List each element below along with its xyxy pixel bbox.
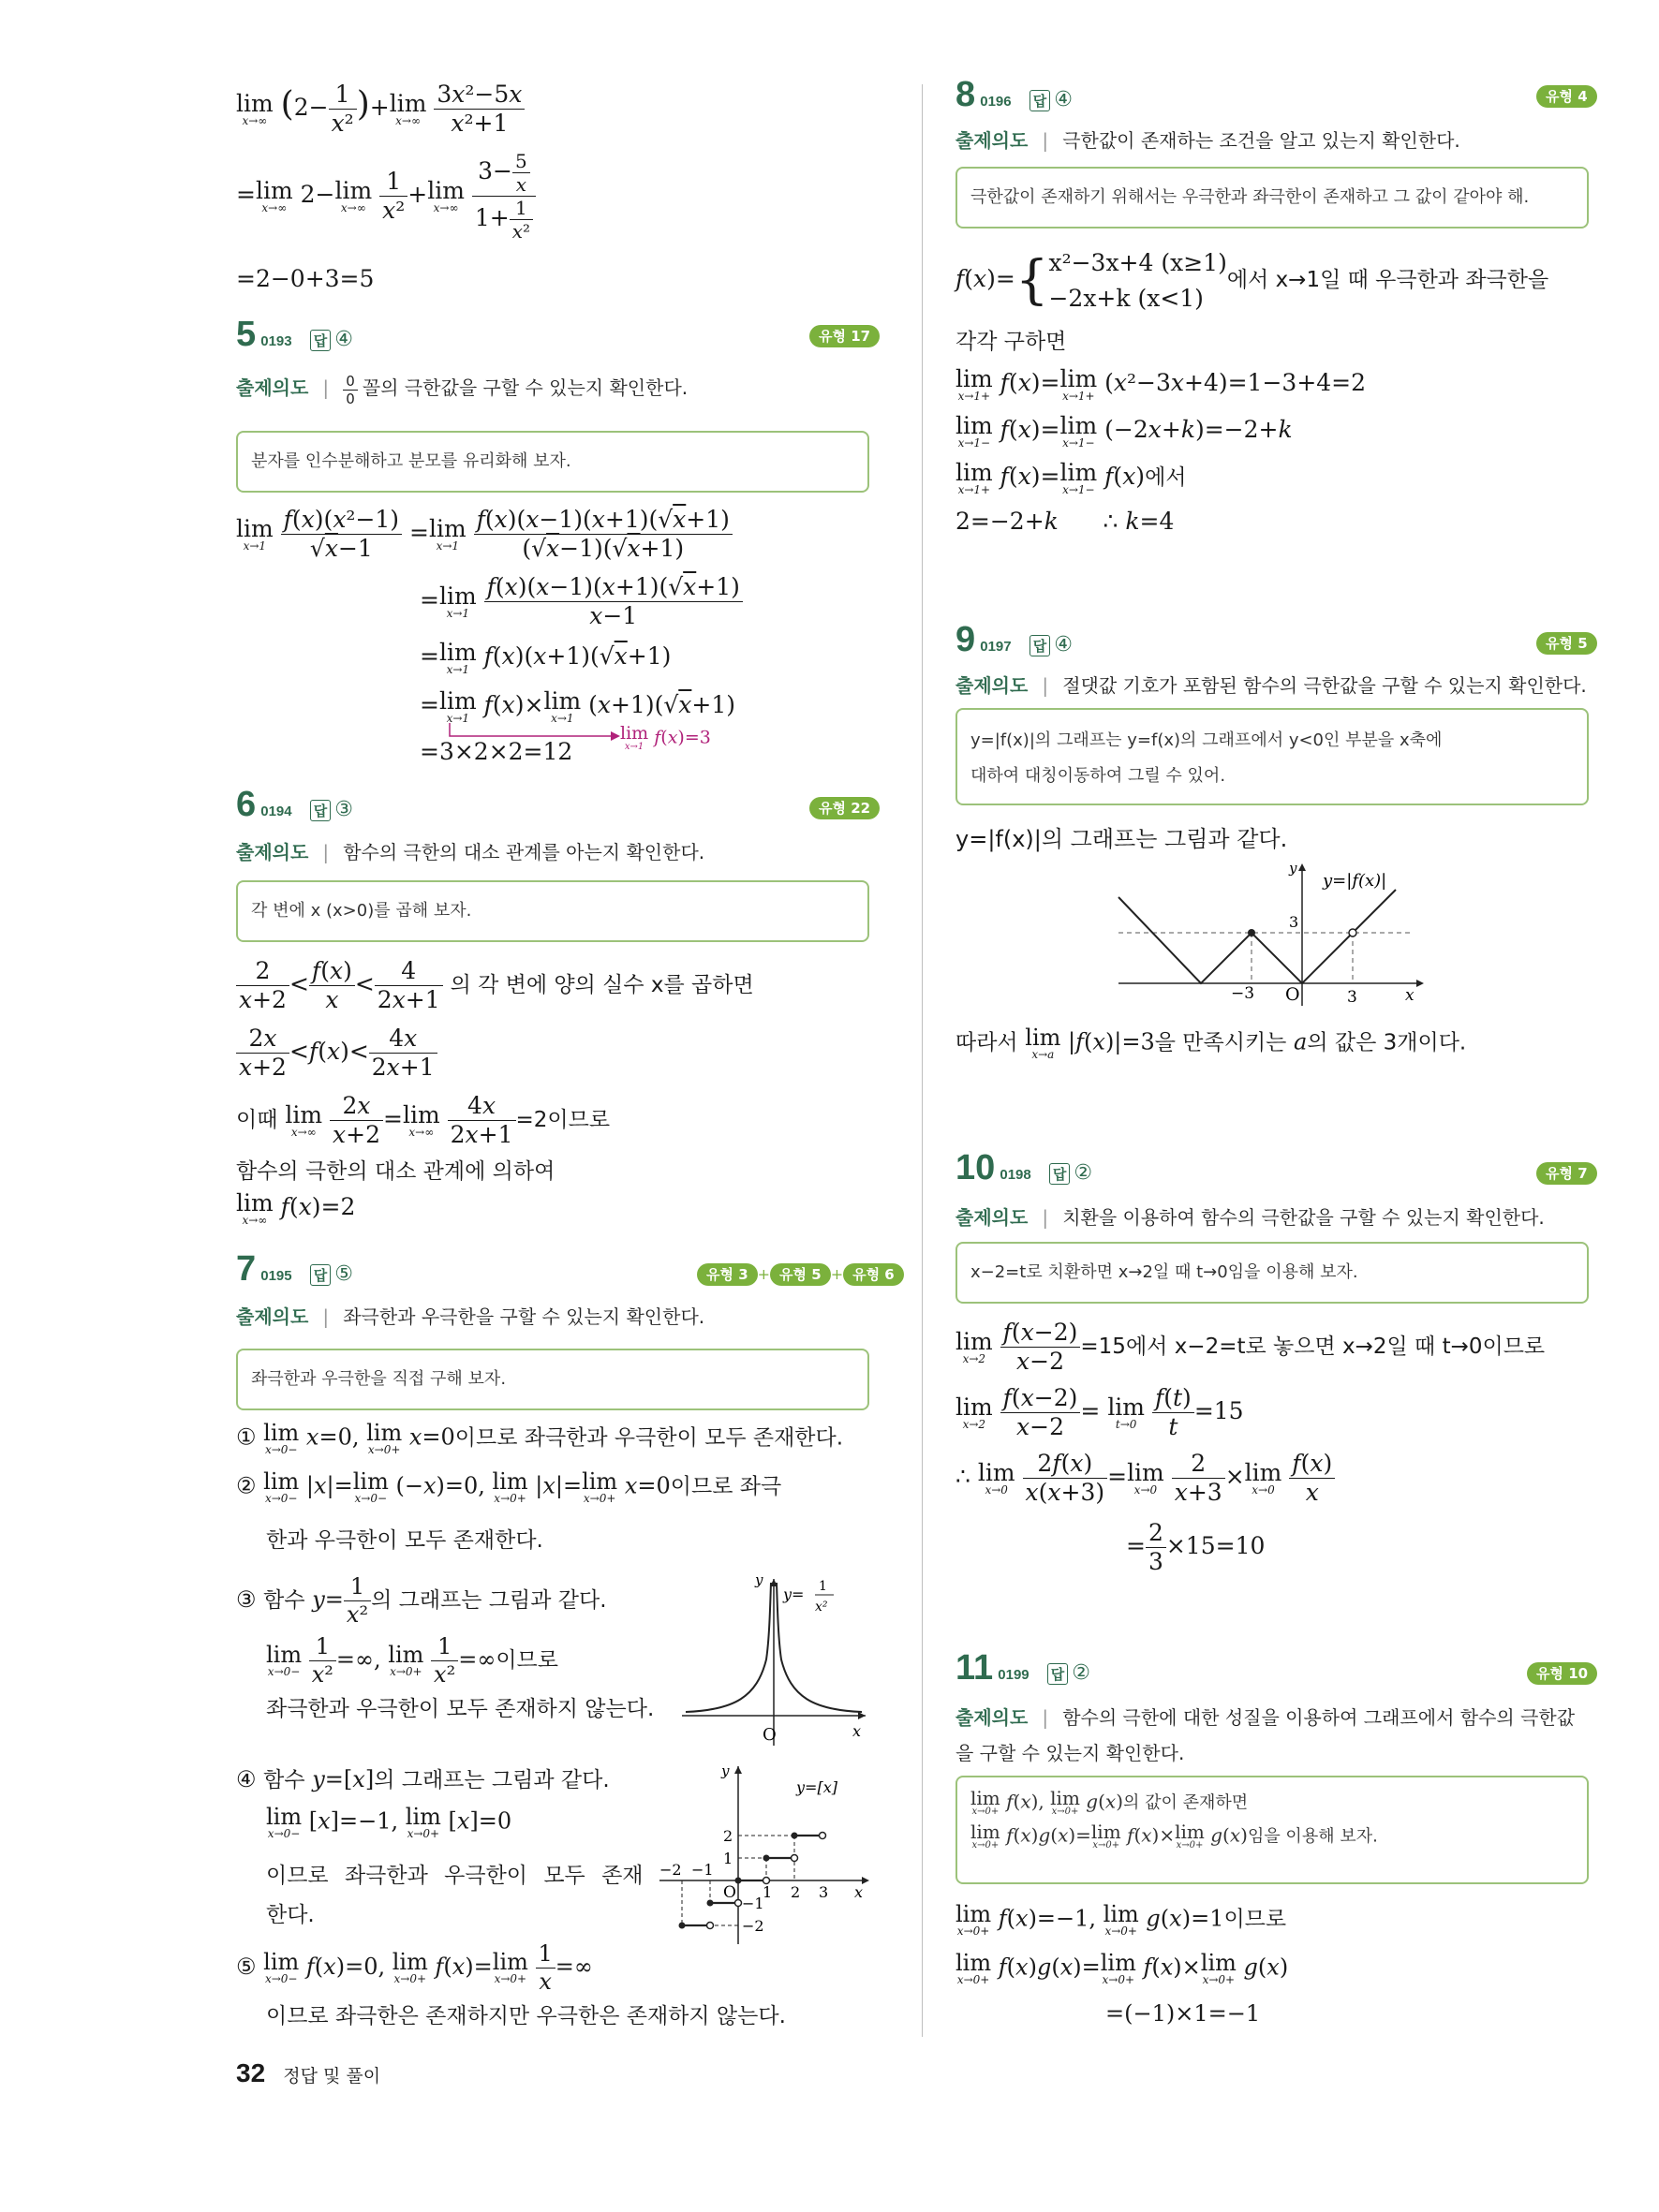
column-divider	[922, 84, 923, 2037]
answer-label: 답	[1049, 1163, 1071, 1185]
svg-text:−3: −3	[1231, 984, 1255, 1003]
svg-text:2: 2	[723, 1827, 733, 1845]
svg-text:x: x	[1405, 986, 1415, 1005]
svg-text:3: 3	[1289, 913, 1299, 931]
problem-8-line-1: lim x→1+ f(x)=lim x→1+ (x²−3x+4)=1−3+4=2	[955, 365, 1367, 403]
problem-11-hint: lim x→0+ f(x), lim x→0+ g(x)의 값이 존재하면 lim x→0+ f(x)g(x)=lim x→0+ f(x)×lim x→0+ g(x)임을 이용해 보자.	[955, 1776, 1589, 1884]
svg-text:x²: x²	[815, 1600, 828, 1615]
problem-7-hint: 좌극한과 우극한을 직접 구해 보자.	[236, 1349, 869, 1410]
problem-number: 8	[955, 75, 976, 114]
problem-11-header	[955, 1648, 1090, 1688]
problem-5-step-1: lim x→1 $\frac{\text{f(x)(x²−1)}}{√x-1}$ =lim x→1 $\frac{f(x)(x-1)(x+1)(√x+1)}{(√x-1)(√x+1)}$	[236, 506, 733, 563]
answer-label: 답	[1029, 635, 1051, 656]
problem-id: 0197	[980, 639, 1012, 655]
problem-7-choice-4b: lim x→0− [x]=−1, lim x→0+ [x]=0	[266, 1804, 512, 1840]
problem-5-note: lim x→1 f(x)=3	[620, 723, 711, 752]
page-footer	[236, 2058, 380, 2088]
svg-text:y=[x]: y=[x]	[796, 1778, 837, 1796]
answer-value: ③	[334, 798, 353, 821]
problem-6-text: 함수의 극한의 대소 관계에 의하여	[236, 1159, 555, 1184]
problem-5-hint: 분자를 인수분해하고 분모를 유리화해 보자.	[236, 431, 869, 493]
problem-5-step-5: =3×2×2=12	[420, 738, 573, 765]
problem-7-choice-2b: 한과 우극한이 모두 존재한다.	[266, 1528, 543, 1553]
answer-label: 답	[310, 800, 332, 821]
problem-10-line-4: = $\frac{2}{3}$ ×15=10	[1126, 1519, 1266, 1575]
problem-7-choice-5: ⑤ lim x→0− f(x)=0, lim x→0+ f(x)=lim x→0+ $\frac{1}{x}$ =∞	[236, 1940, 593, 1995]
intro-line-1: lim x→∞ (2− $\frac{1}{\text{x²}}$ )+lim x→∞ $\frac{\text{3x²−5x}}{\text{x²+1}}$	[236, 81, 525, 138]
problem-8-function: f(x)={ x²−3x+4 (x≥1) −2x+k (x<1) 에서 x→1일 때 우극한과 좌극한을	[955, 249, 1549, 312]
problem-7-header	[236, 1249, 353, 1290]
problem-9-text: y=|f(x)|의 그래프는 그림과 같다.	[955, 826, 1288, 852]
svg-text:1: 1	[723, 1850, 733, 1867]
problem-7-choice-1: ① lim x→0− x=0, lim x→0+ x=0이므로 좌극한과 우극한이 모두 존재한다.	[236, 1420, 844, 1456]
answer-value: ②	[1074, 1161, 1093, 1185]
answer-label: 답	[1029, 90, 1051, 111]
svg-text:3: 3	[819, 1883, 829, 1901]
problem-7-choice-3c: 좌극한과 우극한이 모두 존재하지 않는다.	[266, 1697, 655, 1721]
problem-7-choice-3b: lim x→0− $\frac{1}{\text{x²}}$ =∞, lim x→0+ $\frac{1}{\text{x²}}$ =∞이므로	[266, 1633, 558, 1688]
problem-6-ineq-1: $\frac{2}{x+2}$ < $\frac{f(x)}{x}$ < $\frac{4}{2x+1}$ 의 각 변에 양의 실수 x를 곱하면	[236, 957, 754, 1014]
problem-5-tag: 유형 17	[809, 326, 880, 346]
problem-5-intent: 출제의도 | $\frac{0}{0}$ 꼴의 극한값을 구할 수 있는지 확인한다.	[236, 373, 689, 407]
problem-id: 0196	[980, 94, 1012, 110]
problem-9-conclusion: 따라서 lim x→a |f(x)|=3을 만족시키는 a의 값은 3개이다.	[955, 1025, 1467, 1061]
svg-text:3: 3	[1347, 988, 1357, 1007]
problem-9-hint: y=|f(x)|의 그래프는 y=f(x)의 그래프에서 y<0인 부분을 x축에 대하여 대칭이동하여 그릴 수 있어.	[955, 708, 1589, 805]
problem-6-limit: 이때 lim x→∞ $\frac{2x}{x+2}$ =lim x→∞ $\frac{4x}{2x+1}$ =2이므로	[236, 1092, 611, 1148]
intent-label: 출제의도	[236, 376, 309, 399]
intro-line-2: =lim x→∞ 2−lim x→∞ $\frac{1}{\text{x²}}$ +lim x→∞ 3− $\frac{5}{x}$ 1+ $\frac{1}{\text{x²}}$	[236, 150, 536, 243]
problem-8-line-4: 2=−2+k ∴ k=4	[955, 508, 1175, 535]
problem-10-header	[955, 1148, 1092, 1188]
answer-label: 답	[1047, 1663, 1069, 1685]
problem-11-line-3: =(−1)×1=−1	[1105, 2000, 1261, 2027]
problem-8-header	[955, 75, 1073, 115]
problem-7-choice-2: ② lim x→0− |x|=lim x→0− (−x)=0, lim x→0+ |x|=lim x→0+ x=0이므로 좌극	[236, 1468, 782, 1505]
problem-6-intent: 출제의도 | 함수의 극한의 대소 관계를 아는지 확인한다.	[236, 841, 705, 863]
problem-number: 6	[236, 785, 257, 824]
problem-10-line-1: lim x→2 $\frac{f(x-2)}{x-2}$ =15에서 x−2=t로 놓으면 x→2일 때 t→0이므로	[955, 1319, 1546, 1375]
problem-8-line-2: lim x→1− f(x)=lim x→1− (−2x+k)=−2+k	[955, 412, 1293, 450]
problem-number: 7	[236, 1249, 257, 1289]
svg-text:O: O	[763, 1725, 777, 1745]
graph-floor-function	[656, 1761, 877, 1948]
svg-text:1: 1	[763, 1883, 773, 1901]
problem-id: 0194	[260, 804, 292, 819]
svg-text:O: O	[1285, 984, 1300, 1005]
problem-11-intent: 출제의도 | 함수의 극한에 대한 성질을 이용하여 그래프에서 함수의 극한값	[955, 1706, 1576, 1729]
graph-abs-f	[1115, 860, 1433, 1010]
svg-text:x: x	[854, 1883, 864, 1901]
problem-number: 5	[236, 315, 257, 354]
problem-9-header	[955, 620, 1073, 660]
page-label: 정답 및 풀이	[283, 2066, 381, 2087]
problem-8-text: 각각 구하면	[955, 330, 1067, 354]
svg-text:2: 2	[791, 1883, 801, 1901]
problem-id: 0195	[260, 1268, 292, 1284]
problem-7-tags: 유형 3 + 유형 5 + 유형 6	[697, 1264, 904, 1284]
svg-text:y: y	[721, 1762, 730, 1779]
problem-number: 10	[955, 1148, 996, 1187]
problem-10-hint: x−2=t로 치환하면 x→2일 때 t→0임을 이용해 보자.	[955, 1242, 1589, 1304]
problem-7-choice-3: ③ 함수 y= $\frac{1}{\text{x²}}$ 의 그래프는 그림과 같다.	[236, 1573, 607, 1628]
problem-10-tag: 유형 7	[1536, 1163, 1597, 1183]
problem-id: 0198	[1000, 1167, 1031, 1183]
svg-text:−2: −2	[659, 1861, 682, 1879]
intro-line-3: =2−0+3=5	[236, 265, 375, 292]
problem-10-line-2: lim x→2 $\frac{f(x-2)}{x-2}$ = lim t→0 $\frac{f(t)}{t}$ =15	[955, 1384, 1244, 1440]
problem-11-intent-2: 을 구할 수 있는지 확인한다.	[955, 1742, 1185, 1764]
problem-6-hint: 각 변에 x (x>0)를 곱해 보자.	[236, 880, 869, 942]
svg-text:−1: −1	[742, 1895, 764, 1912]
problem-11-line-2: lim x→0+ f(x)g(x)=lim x→0+ f(x)×lim x→0+ g(x)	[955, 1950, 1289, 1986]
problem-5-step-3: =lim x→1 f(x)(x+1)(√x+1)	[420, 639, 672, 676]
problem-10-line-3: ∴ lim x→0 $\frac{2f(x)}{x(x+3)}$ =lim x→0 $\frac{2}{x+3}$ ×lim x→0 $\frac{f(x)}{x}$	[955, 1450, 1335, 1507]
problem-11-line-1: lim x→0+ f(x)=−1, lim x→0+ g(x)=1이므로	[955, 1901, 1287, 1938]
problem-7-choice-4: ④ 함수 y=[x]의 그래프는 그림과 같다.	[236, 1766, 610, 1792]
problem-9-tag: 유형 5	[1536, 633, 1597, 653]
answer-value: ②	[1072, 1661, 1090, 1685]
svg-text:x: x	[852, 1722, 862, 1740]
problem-6-result: lim x→∞ f(x)=2	[236, 1189, 356, 1227]
page-number: 32	[236, 2058, 266, 2087]
problem-number: 11	[955, 1648, 994, 1688]
problem-7-choice-5b: 이므로 좌극한은 존재하지만 우극한은 존재하지 않는다.	[266, 2004, 786, 2028]
problem-8-tag: 유형 4	[1536, 86, 1597, 106]
svg-text:y=: y=	[783, 1585, 805, 1603]
intent-text: 꼴의 극한값을 구할 수 있는지 확인한다.	[362, 376, 689, 399]
problem-5-header	[236, 315, 353, 355]
answer-value: ④	[1054, 88, 1073, 111]
problem-id: 0193	[260, 333, 292, 349]
problem-7-choice-4d: 한다.	[266, 1903, 315, 1927]
svg-text:y=|f(x)|: y=|f(x)|	[1323, 871, 1387, 891]
problem-8-hint: 극한값이 존재하기 위해서는 우극한과 좌극한이 존재하고 그 값이 같아야 해.	[955, 167, 1589, 229]
answer-value: ④	[1054, 633, 1073, 656]
svg-text:−2: −2	[742, 1917, 764, 1935]
problem-10-intent: 출제의도 | 치환을 이용하여 함수의 극한값을 구할 수 있는지 확인한다.	[955, 1206, 1545, 1229]
graph-reciprocal-square	[678, 1575, 871, 1747]
problem-7-intent: 출제의도 | 좌극한과 우극한을 구할 수 있는지 확인한다.	[236, 1305, 705, 1328]
problem-6-header	[236, 785, 353, 825]
problem-8-line-3: lim x→1+ f(x)=lim x→1− f(x)에서	[955, 459, 1187, 496]
answer-label: 답	[310, 330, 332, 351]
problem-number: 9	[955, 620, 976, 659]
svg-text:1: 1	[819, 1579, 827, 1594]
svg-text:y: y	[755, 1575, 763, 1588]
problem-5-step-4: =lim x→1 f(x)×lim x→1 (x+1)(√x+1)	[420, 687, 735, 725]
problem-9-intent: 출제의도 | 절댓값 기호가 포함된 함수의 극한값을 구할 수 있는지 확인한다.	[955, 674, 1587, 697]
problem-6-tag: 유형 22	[809, 798, 880, 818]
svg-text:y: y	[1289, 860, 1297, 877]
problem-11-tag: 유형 10	[1527, 1663, 1597, 1683]
answer-label: 답	[310, 1264, 332, 1286]
svg-text:−1: −1	[691, 1861, 714, 1879]
answer-value: ④	[334, 328, 353, 351]
problem-7-choice-4c: 이므로 좌극한과 우극한이 모두 존재	[266, 1864, 644, 1888]
problem-6-ineq-2: $\frac{2x}{x+2}$ <f(x)< $\frac{4x}{2x+1}$	[236, 1025, 437, 1082]
problem-8-intent: 출제의도 | 극한값이 존재하는 조건을 알고 있는지 확인한다.	[955, 129, 1460, 152]
answer-value: ⑤	[334, 1262, 353, 1286]
svg-text:O: O	[723, 1883, 736, 1902]
problem-id: 0199	[998, 1667, 1029, 1683]
problem-5-step-2: =lim x→1 $\frac{f(x)(x-1)(x+1)(√x+1)}{x-1}$	[420, 573, 743, 630]
